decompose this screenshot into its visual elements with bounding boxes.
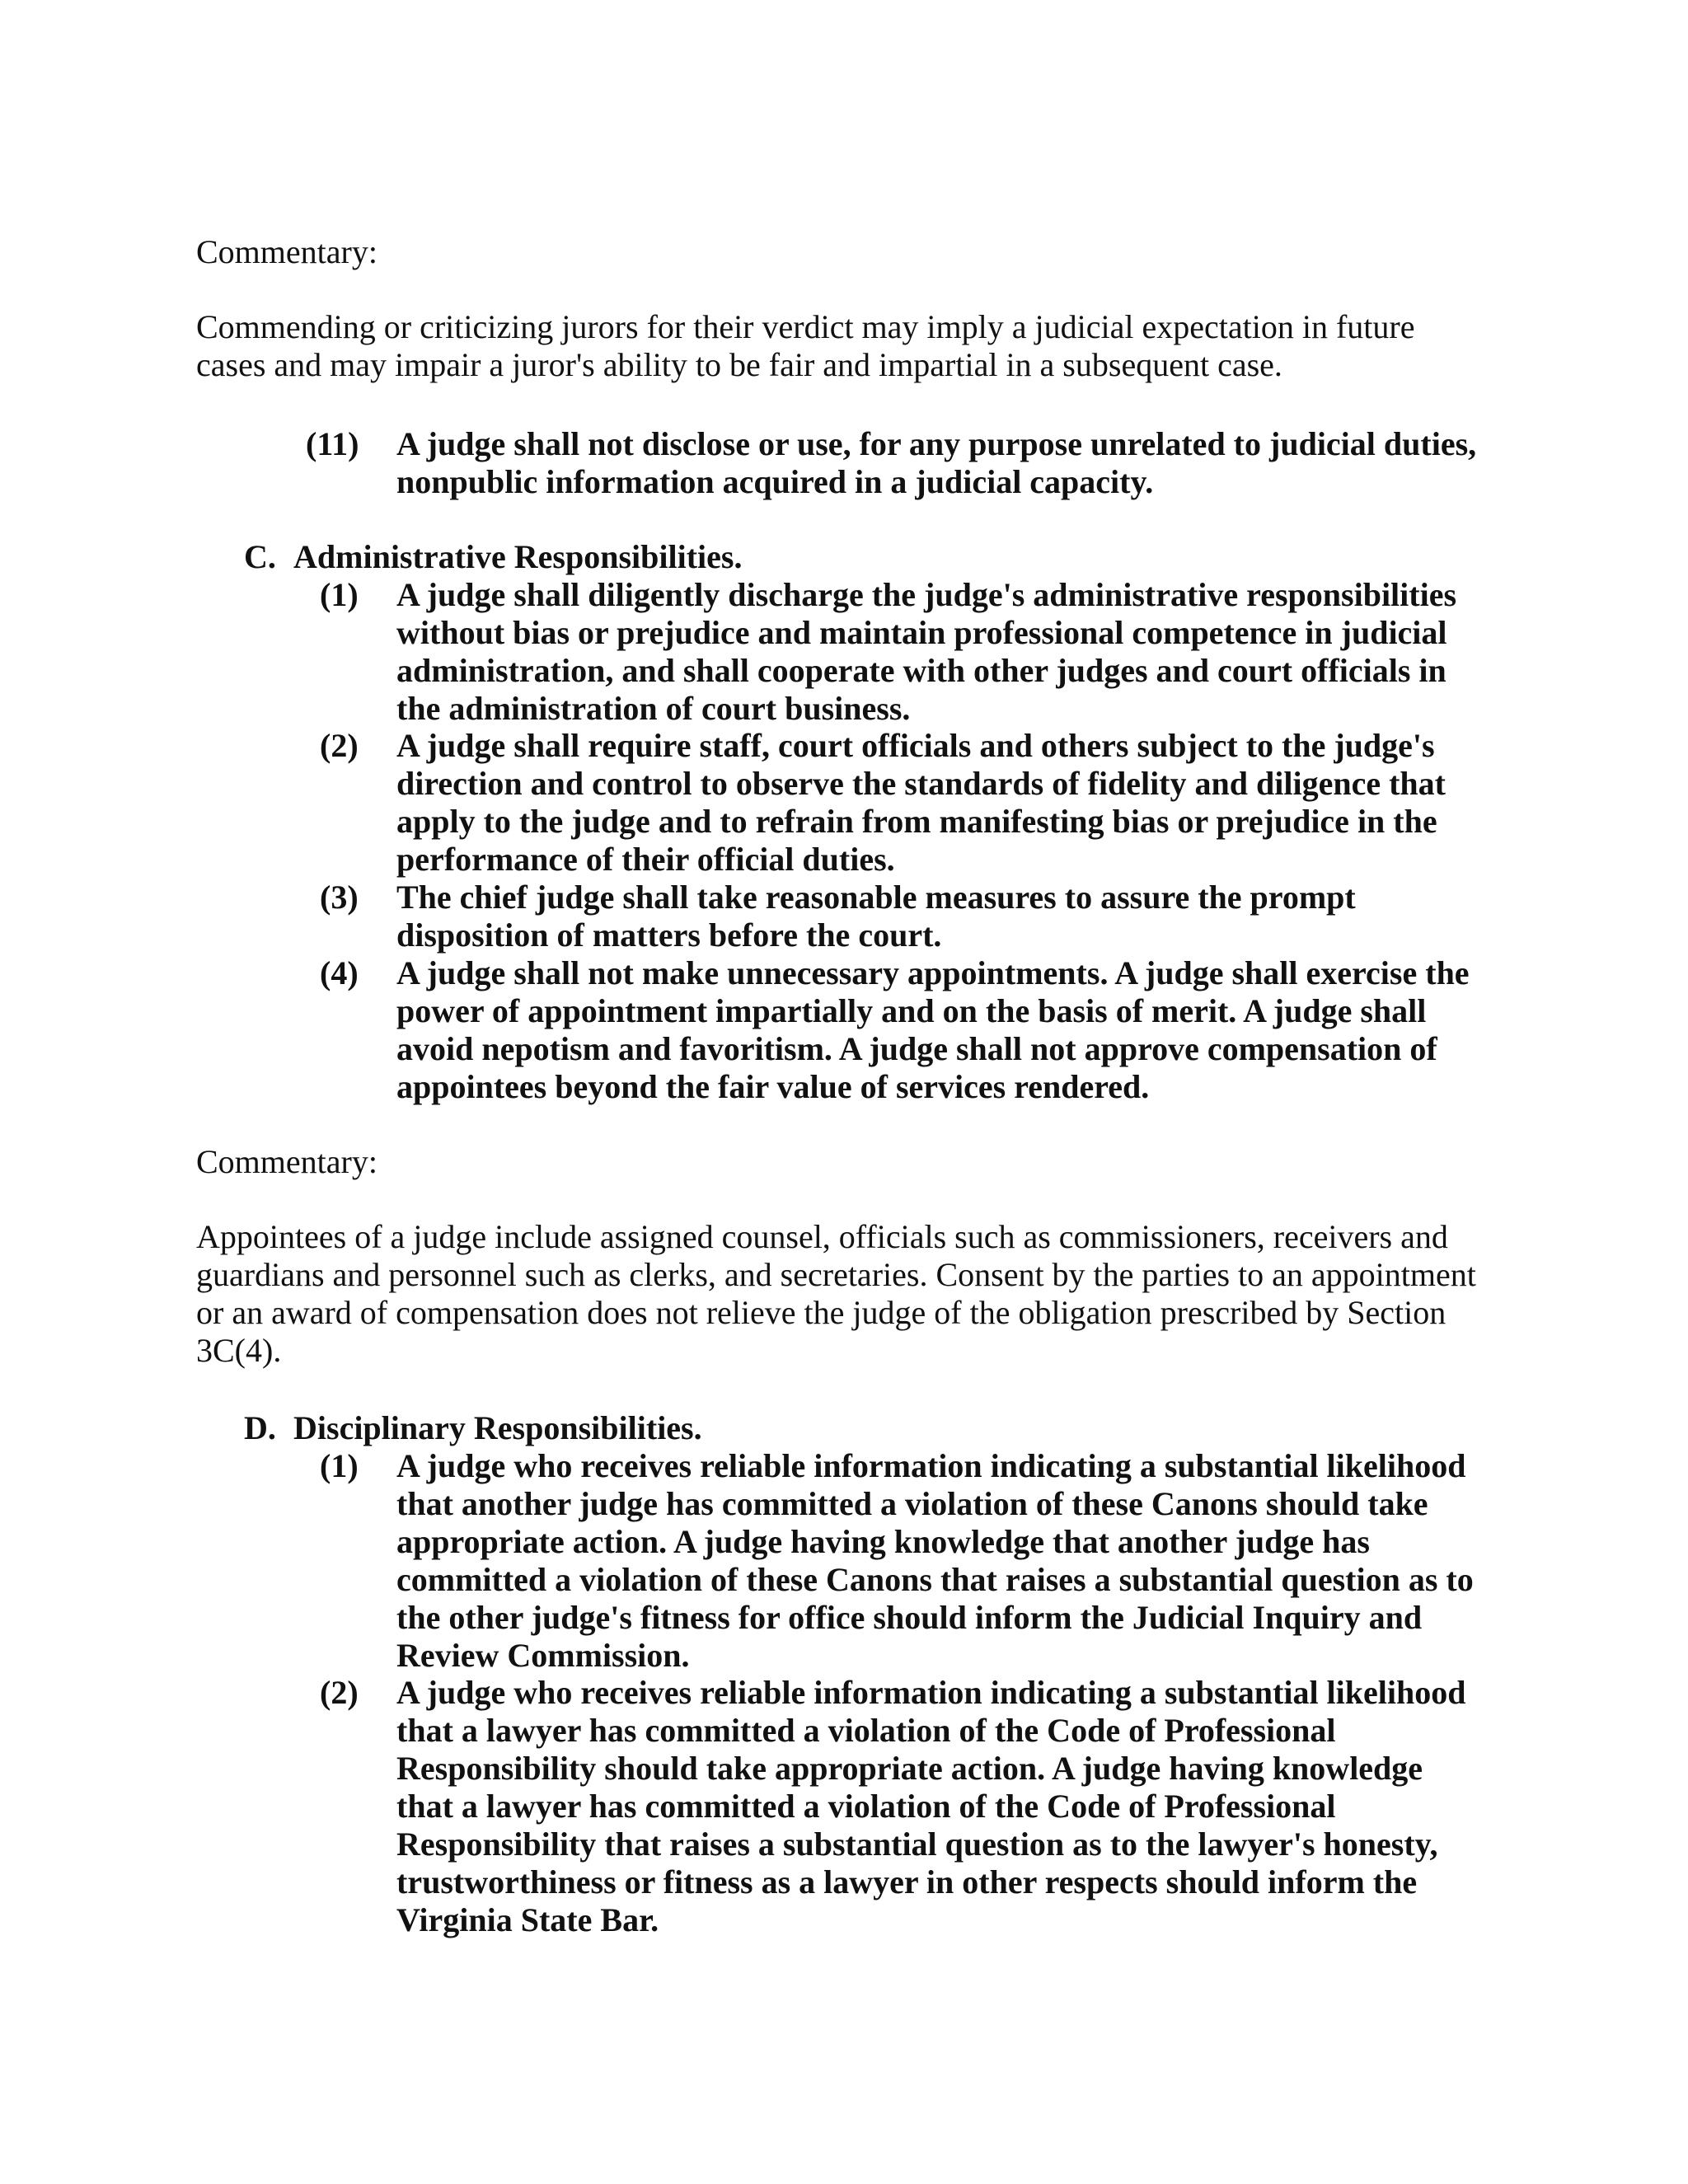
item-line: A judge shall diligently discharge the judge's administrative responsibilities (396, 576, 1457, 613)
commentary-line: or an award of compensation does not relieve the judge of the obligation prescribed by Section (196, 1294, 1447, 1331)
item-line: apply to the judge and to refrain from manifesting bias or prejudice in the (396, 803, 1437, 840)
commentary-label: Commentary: (196, 233, 377, 270)
item-text (396, 879, 1625, 954)
item-line: Responsibility that raises a substantial question as to the lawyer's honesty, (396, 1825, 1438, 1863)
item-line: A judge shall not make unnecessary appointments. A judge shall exercise the (396, 954, 1470, 991)
item-line: A judge shall require staff, court officials and others subject to the judge's (396, 727, 1435, 764)
commentary-text (196, 1218, 1531, 1370)
item-line: the administration of court business. (396, 690, 911, 727)
item-number: (1) (320, 1447, 359, 1484)
item-text (396, 1447, 1625, 1675)
item-line: that a lawyer has committed a violation of the Code of Professional (396, 1712, 1336, 1749)
item-text (396, 727, 1625, 879)
item-line: A judge who receives reliable information indicating a substantial likelihood (396, 1447, 1466, 1484)
section-heading-d (244, 1409, 702, 1447)
commentary-line: cases and may impair a juror's ability to be fair and impartial in a subsequent case. (196, 346, 1282, 383)
section-heading-c (244, 538, 742, 576)
item-number: (2) (320, 727, 359, 764)
item-line: Responsibility should take appropriate action. A judge having knowledge (396, 1750, 1423, 1787)
section-title: Administrative Responsibilities. (293, 538, 743, 575)
item-line: Virginia State Bar. (396, 1901, 659, 1938)
item-line: performance of their official duties. (396, 841, 895, 878)
commentary-line: Commending or criticizing jurors for their verdict may imply a judicial expectation in future (196, 308, 1415, 345)
item-line: power of appointment impartially and on the basis of merit. A judge shall (396, 992, 1427, 1029)
item-line: avoid nepotism and favoritism. A judge shall not approve compensation of (396, 1030, 1437, 1067)
item-line: trustworthiness or fitness as a lawyer in other respects should inform the (396, 1863, 1418, 1900)
item-line: Review Commission. (396, 1637, 690, 1674)
item-text (396, 576, 1625, 728)
item-line: that a lawyer has committed a violation of the Code of Professional (396, 1788, 1336, 1825)
item-text (396, 425, 1625, 501)
item-line: appropriate action. A judge having knowledge that another judge has (396, 1523, 1370, 1560)
commentary-line: 3C(4). (196, 1332, 282, 1369)
item-text (396, 1674, 1625, 1939)
item-number: (1) (320, 576, 359, 613)
item-number: (4) (320, 954, 359, 991)
item-line: nonpublic information acquired in a judicial capacity. (396, 463, 1154, 500)
item-line: direction and control to observe the standards of fidelity and diligence that (396, 765, 1446, 802)
section-letter: D. (244, 1409, 276, 1446)
item-line: the other judge's fitness for office should inform the Judicial Inquiry and (396, 1599, 1423, 1636)
item-line: appointees beyond the fair value of services rendered. (396, 1068, 1150, 1105)
item-line: A judge shall not disclose or use, for any purpose unrelated to judicial duties, (396, 425, 1477, 462)
commentary-label: Commentary: (196, 1143, 377, 1180)
commentary-text (196, 308, 1531, 384)
item-line: that another judge has committed a violation of these Canons should take (396, 1485, 1428, 1522)
item-line: A judge who receives reliable information indicating a substantial likelihood (396, 1674, 1466, 1711)
item-text (396, 954, 1625, 1106)
item-number: (3) (320, 879, 359, 916)
item-line: without bias or prejudice and maintain professional competence in judicial (396, 614, 1447, 651)
item-line: administration, and shall cooperate with other judges and court officials in (396, 652, 1447, 689)
section-letter: C. (244, 538, 276, 575)
section-title: Disciplinary Responsibilities. (293, 1409, 702, 1446)
item-number: (11) (306, 425, 359, 462)
commentary-line: Appointees of a judge include assigned counsel, officials such as commissioners, receivers and (196, 1218, 1448, 1255)
commentary-line: guardians and personnel such as clerks, and secretaries. Consent by the parties to an appointment (196, 1256, 1476, 1293)
item-number: (2) (320, 1674, 359, 1711)
item-line: disposition of matters before the court. (396, 916, 942, 954)
item-line: committed a violation of these Canons that raises a substantial question as to (396, 1561, 1474, 1598)
item-line: The chief judge shall take reasonable measures to assure the prompt (396, 879, 1356, 916)
